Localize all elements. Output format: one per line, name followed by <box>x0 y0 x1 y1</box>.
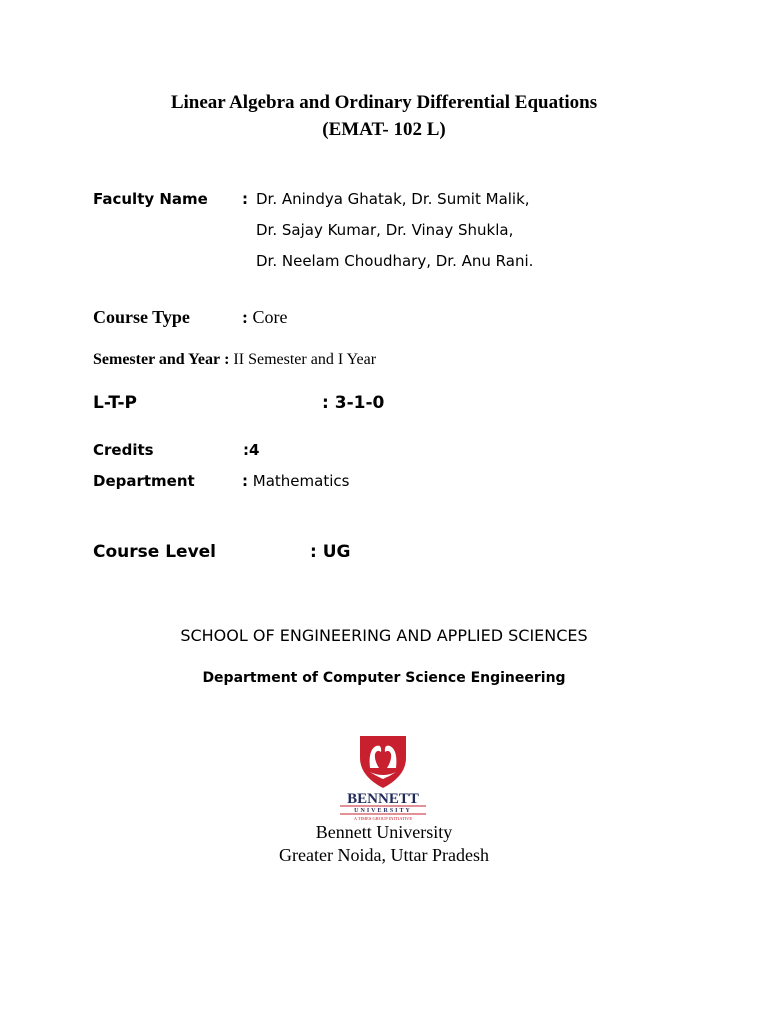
department-heading: Department of Computer Science Engineering <box>202 670 566 686</box>
bennett-logo <box>330 732 436 822</box>
credits-value: 4 <box>249 441 260 459</box>
credits-colon: : <box>243 441 249 459</box>
ltp-colon: : <box>322 393 329 413</box>
course-level-value: UG <box>322 542 351 562</box>
course-type-value: Core <box>252 307 288 327</box>
bennett-crest-icon <box>330 732 436 822</box>
department-label: Department <box>93 472 195 490</box>
ltp-label: L-T-P <box>93 393 138 413</box>
university-location: Greater Noida, Uttar Pradesh <box>279 845 489 865</box>
university-name: Bennett University <box>315 822 453 842</box>
course-level-label: Course Level <box>93 542 217 562</box>
semester-value: II Semester and I Year <box>233 351 377 368</box>
faculty-names-line-1: Dr. Anindya Ghatak, Dr. Sumit Malik, <box>256 190 530 208</box>
course-level-colon: : <box>310 542 317 562</box>
course-code: (EMAT- 102 L) <box>322 119 446 140</box>
course-type-colon: : <box>242 307 248 327</box>
logo-subtitle: UNIVERSITY <box>354 808 412 814</box>
semester-colon: : <box>224 351 230 368</box>
logo-tagline: A TIMES GROUP INITIATIVE <box>353 816 413 821</box>
course-type-label: Course Type <box>93 307 190 327</box>
school-heading: SCHOOL OF ENGINEERING AND APPLIED SCIENCES <box>180 626 588 645</box>
faculty-names-line-3: Dr. Neelam Choudhary, Dr. Anu Rani. <box>256 252 534 270</box>
faculty-label: Faculty Name <box>93 190 208 208</box>
semester-label: Semester and Year <box>93 351 221 368</box>
credits-label: Credits <box>93 441 154 459</box>
faculty-names-line-2: Dr. Sajay Kumar, Dr. Vinay Shukla, <box>256 221 514 239</box>
ltp-value: 3-1-0 <box>334 393 385 413</box>
faculty-colon: : <box>242 190 248 208</box>
department-colon: : <box>242 472 248 490</box>
logo-wordmark: BENNETT <box>347 791 419 807</box>
course-title: Linear Algebra and Ordinary Differential Equations <box>170 92 598 113</box>
department-value: Mathematics <box>252 472 350 490</box>
